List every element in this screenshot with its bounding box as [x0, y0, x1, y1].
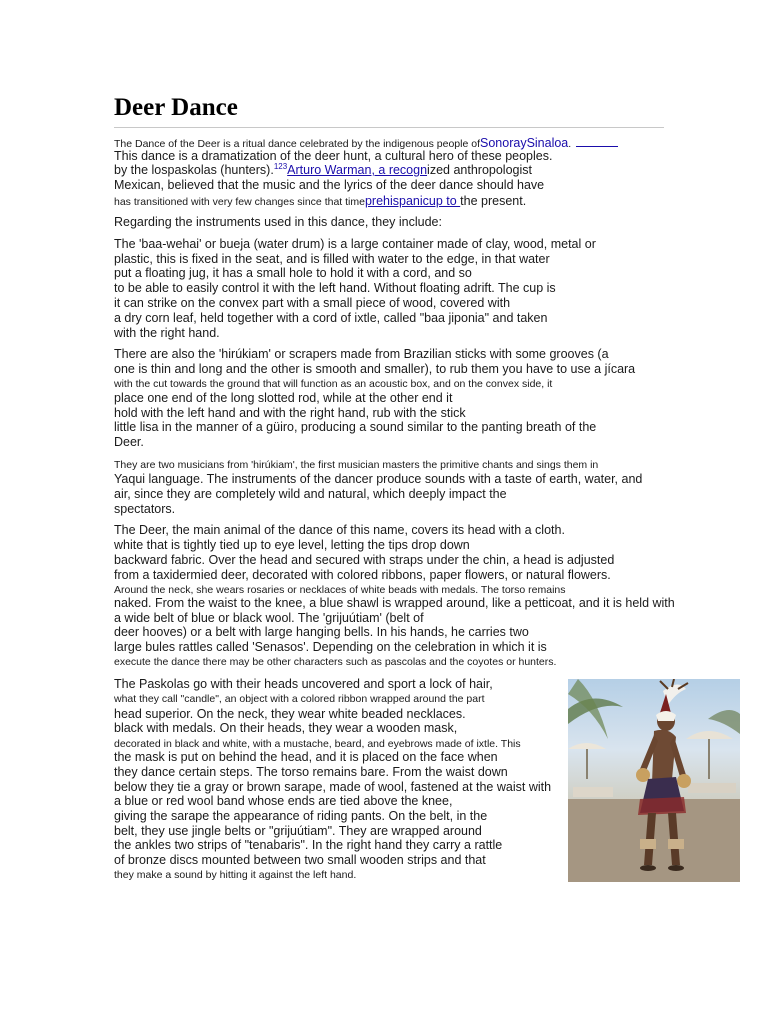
paskolas-line: what they call "candle", an object with a colored ribbon wrapped around the part [114, 693, 485, 705]
deer-line: Around the neck, she wears rosaries or necklaces of white beads with medals. The torso remains [114, 584, 566, 596]
deer-line: backward fabric. Over the head and secured with straps under the chin, a head is adjusted [114, 553, 615, 567]
intro-line-4: Mexican, believed that the music and the lyrics of the deer dance should have [114, 178, 545, 192]
paskolas-line: the ankles two strips of "tenabaris". In the right hand they carry a rattle [114, 838, 503, 852]
deer-line: a wide belt of blue or black wool. The 'grijuútiam' (belt of [114, 611, 424, 625]
musicians-line: spectators. [114, 502, 176, 516]
scraper-line: Deer. [114, 435, 144, 449]
paskolas-line: of bronze discs mounted between two small wooden strips and that [114, 853, 486, 867]
drum-line: plastic, this is fixed in the seat, and is filled with water to the edge, in that water [114, 252, 550, 266]
deer-line: execute the dance there may be other characters such as pascolas and the coyotes or hunters. [114, 656, 557, 668]
link-y[interactable]: y [520, 136, 527, 150]
scraper-line: hold with the left hand and with the right hand, rub with the stick [114, 406, 466, 420]
musicians-line: Yaqui language. The instruments of the dancer produce sounds with a taste of earth, water, and [114, 472, 643, 486]
scraper-line: There are also the 'hirúkiam' or scrapers made from Brazilian sticks with some grooves (a [114, 347, 609, 361]
link-sinaloa[interactable]: Sinaloa [526, 136, 569, 150]
deer-line: from a taxidermied deer, decorated with colored ribbons, paper flowers, or natural flowers. [114, 568, 611, 582]
deer-line: The Deer, the main animal of the dance of this name, covers its head with a cloth. [114, 523, 565, 537]
paskolas-line: decorated in black and white, with a mustache, beard, and eyebrows made of ixtle. This [114, 738, 521, 750]
paskolas-line: black with medals. On their heads, they wear a wooden mask, [114, 721, 458, 735]
paskolas-line: head superior. On the neck, they wear white beaded necklaces. [114, 707, 466, 721]
drum-line: The 'baa-wehai' or bueja (water drum) is a large container made of clay, wood, metal or [114, 237, 596, 251]
scraper-line: one is thin and long and the other is smooth and smaller), to rub them you have to use a jícara [114, 362, 636, 376]
paskolas-line: they dance certain steps. The torso remains bare. From the waist down [114, 765, 508, 779]
scraper-line: with the cut towards the ground that will function as an acoustic box, and on the convex side, it [114, 378, 553, 390]
deer-dancer-illustration [568, 679, 740, 882]
paskolas-line: they make a sound by hitting it against the left hand. [114, 869, 357, 881]
intro-line-1: The Dance of the Deer is a ritual dance celebrated by the indigenous people ofSonoraySinaloa. [114, 136, 618, 152]
link-arturo-warman[interactable]: Arturo Warman, a recogn [287, 163, 428, 177]
scraper-line: place one end of the long slotted rod, while at the other end it [114, 391, 453, 405]
link-sonora[interactable]: Sonora [480, 136, 521, 150]
paskolas-line: giving the sarape the appearance of riding pants. On the belt, in the [114, 809, 488, 823]
paskolas-line: a blue or red wool band whose ends are tied above the knee, [114, 794, 453, 808]
deer-dancer-photo [568, 679, 740, 882]
citation-sup[interactable]: 123 [273, 161, 288, 171]
deer-line: large bules rattles called 'Senasos'. Depending on the celebration in which it is [114, 640, 547, 654]
paskolas-line: belt, they use jingle belts or "grijuútiam". They are wrapped around [114, 824, 482, 838]
paskolas-line: The Paskolas go with their heads uncovered and sport a lock of hair, [114, 677, 493, 691]
page-title: Deer Dance [114, 94, 238, 121]
title-divider [114, 127, 664, 128]
intro-line-5: has transitioned with very few changes since that timeprehispanicup to the present. [114, 194, 527, 208]
instruments-intro: Regarding the instruments used in this dance, they include: [114, 215, 442, 229]
scraper-line: little lisa in the manner of a güiro, producing a sound similar to the panting breath of the [114, 420, 597, 434]
deer-line: naked. From the waist to the knee, a blue shawl is wrapped around, like a petticoat, and it is held with [114, 596, 675, 610]
intro-line-3: by the lospaskolas (hunters).$^{123}$Arturo Warman, a recognized anthropologist [114, 161, 532, 177]
drum-line: to be able to easily control it with the left hand. Without floating adrift. The cup is [114, 281, 556, 295]
musicians-line: They are two musicians from 'hirúkiam', the first musician masters the primitive chants and sings them in [114, 459, 599, 471]
drum-line: it can strike on the convex part with a small piece of wood, covered with [114, 296, 511, 310]
drum-line: put a floating jug, it has a small hole to hold it with a cord, and so [114, 266, 472, 280]
paskolas-line: below they tie a gray or brown sarape, made of wool, fastened at the waist with [114, 780, 552, 794]
link-underline-blank [576, 137, 618, 147]
drum-line: with the right hand. [114, 326, 220, 340]
deer-line: white that is tightly tied up to eye level, letting the tips drop down [114, 538, 470, 552]
drum-line: a dry corn leaf, held together with a cord of ixtle, called "baa jiponia" and taken [114, 311, 548, 325]
link-prehispanic[interactable]: prehispanicup to [364, 194, 461, 208]
deer-line: deer hooves) or a belt with large hanging bells. In his hands, he carries two [114, 625, 529, 639]
intro-line-2: This dance is a dramatization of the deer hunt, a cultural hero of these peoples. [114, 149, 553, 163]
musicians-line: air, since they are completely wild and natural, which deeply impact the [114, 487, 507, 501]
paskolas-line: the mask is put on behind the head, and it is placed on the face when [114, 750, 498, 764]
